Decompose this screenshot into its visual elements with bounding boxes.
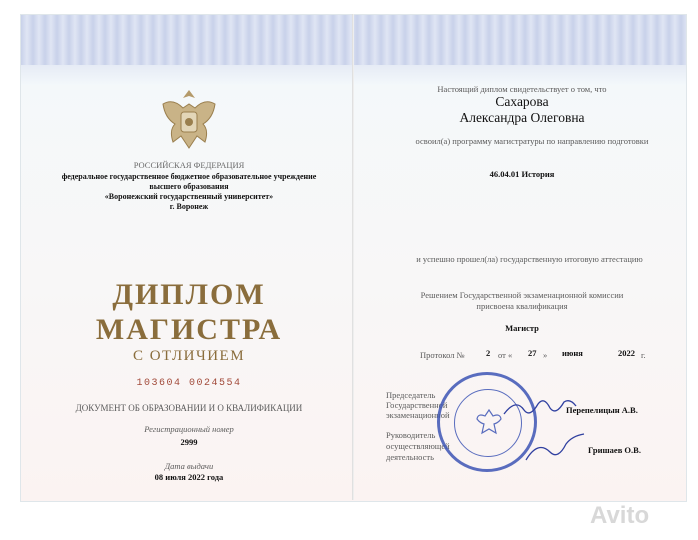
specialty: 46.04.01 История — [489, 169, 555, 179]
head-signature-icon — [520, 430, 590, 466]
from-label: от « — [498, 350, 513, 360]
page-fold — [352, 14, 354, 500]
decision-line-2: присвоена квалификация — [476, 301, 568, 311]
head-line-2: осуществляющей — [386, 441, 450, 451]
chair-name: Перепелицын А.В. — [566, 405, 638, 415]
org-line-2: высшего образования — [149, 182, 229, 191]
protocol-number: 2 — [486, 348, 491, 358]
program-line: освоил(а) программу магистратуры по направлению подготовки — [415, 136, 649, 146]
protocol-label: Протокол № — [420, 350, 465, 360]
document-type: ДОКУМЕНТ ОБ ОБРАЗОВАНИИ И О КВАЛИФИКАЦИИ — [75, 403, 303, 413]
title-honors: С ОТЛИЧИЕМ — [132, 348, 246, 364]
reg-number: 2999 — [180, 437, 198, 447]
country-label: РОССИЙСКАЯ ФЕДЕРАЦИЯ — [133, 160, 245, 170]
chair-line-2: Государственной — [386, 400, 448, 410]
protocol-day: 27 — [528, 348, 537, 358]
issue-date-label: Дата выдачи — [164, 461, 214, 471]
head-line-1: Руководитель — [386, 430, 436, 440]
avito-watermark: Avito — [590, 502, 650, 529]
protocol-year: 2022 — [618, 348, 635, 358]
decision-line-1: Решением Государственной экзаменационной комиссии — [420, 290, 624, 300]
org-line-3: «Воронежский государственный университет» — [104, 192, 274, 201]
qualification: Магистр — [505, 323, 539, 333]
close-quote: » — [543, 350, 548, 360]
chair-signature-icon — [500, 392, 580, 422]
student-given-name: Александра Олеговна — [459, 110, 585, 125]
head-line-3: деятельность — [386, 452, 434, 462]
issue-date: 08 июля 2022 года — [154, 472, 224, 482]
passed-line: и успешно прошел(ла) государственную итоговую аттестацию — [416, 254, 643, 264]
org-line-1: федеральное государственное бюджетное образовательное учреждение — [61, 172, 317, 181]
city-label: г. Воронеж — [169, 202, 209, 211]
chair-line-3: экзаменационной — [386, 410, 450, 420]
title-diploma: ДИПЛОМ — [112, 278, 266, 311]
year-suffix: г. — [641, 350, 646, 360]
head-name: Гришаев О.В. — [588, 445, 641, 455]
chair-line-1: Председатель — [386, 390, 436, 400]
coat-of-arms-icon — [153, 84, 225, 161]
intro-text: Настоящий диплом свидетельствует о том, что — [437, 84, 607, 94]
title-master: МАГИСТРА — [95, 313, 283, 346]
reg-number-label: Регистрационный номер — [144, 424, 234, 434]
student-surname: Сахарова — [495, 94, 549, 109]
serial-number: 103604 0024554 — [136, 378, 242, 389]
protocol-month: июня — [562, 348, 583, 358]
